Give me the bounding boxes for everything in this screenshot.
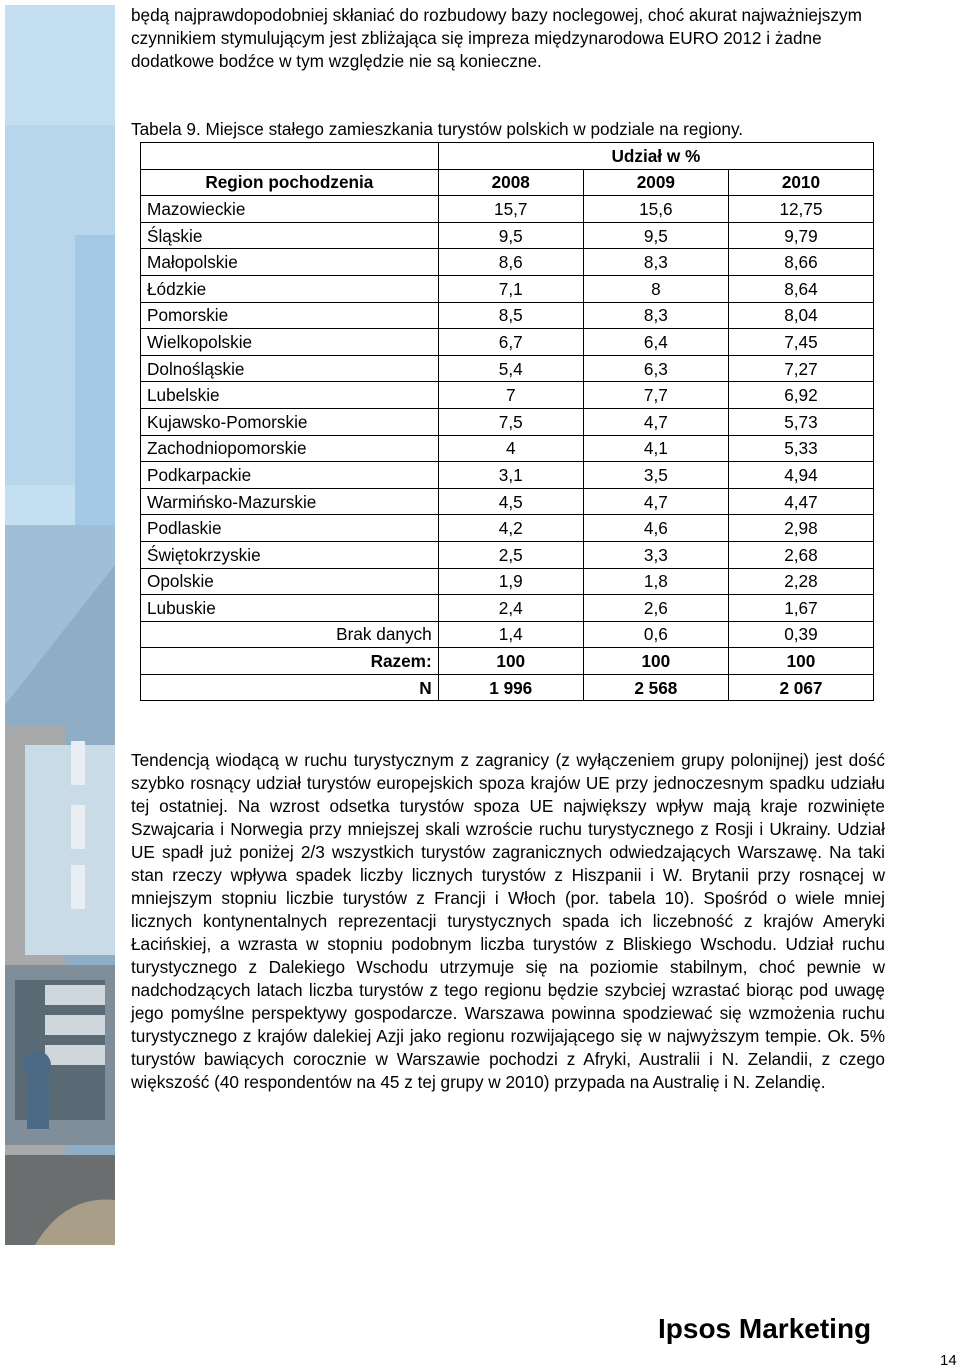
- table-row: [141, 568, 874, 595]
- table-row: [141, 355, 874, 382]
- table-row: [141, 382, 874, 409]
- row-label: Mazowieckie: [141, 196, 439, 223]
- table-cell: 7,7: [583, 382, 728, 409]
- table-cell: 0,39: [728, 621, 873, 648]
- table-cell: 7,45: [728, 329, 873, 356]
- table-cell: 2,5: [438, 541, 583, 568]
- row-label: Łódzkie: [141, 275, 439, 302]
- table-cell: 7,5: [438, 408, 583, 435]
- table-cell: 6,7: [438, 329, 583, 356]
- table-row: [141, 275, 874, 302]
- table-cell: 4,7: [583, 488, 728, 515]
- table-cell: 8,66: [728, 249, 873, 276]
- table-row: [141, 515, 874, 542]
- intro-paragraph: będą najprawdopodobniej skłaniać do rozbudowy bazy noclegowej, choć akurat najważniejszym czynnikiem stymulującym jest zbliżająca się impreza międzynarodowa EURO 2012 i żadne dodatkowe bodźce w tym względzie nie są konieczne.: [131, 5, 862, 71]
- table-cell: 4,47: [728, 488, 873, 515]
- table-cell: 15,7: [438, 196, 583, 223]
- table-cell: 4,94: [728, 462, 873, 489]
- table-row-missing: [141, 621, 874, 648]
- table-cell: 4,2: [438, 515, 583, 542]
- table-row: [141, 196, 874, 223]
- table-cell: 1 996: [438, 674, 583, 701]
- table-cell: 1,4: [438, 621, 583, 648]
- table-cell: 100: [583, 648, 728, 675]
- table-row: [141, 408, 874, 435]
- table-cell: 8,6: [438, 249, 583, 276]
- table-cell: 2 067: [728, 674, 873, 701]
- table-cell: 4: [438, 435, 583, 462]
- table-cell: 1,8: [583, 568, 728, 595]
- table-cell: 1,67: [728, 595, 873, 622]
- col-header-year: 2010: [728, 169, 873, 196]
- table-cell: 2,98: [728, 515, 873, 542]
- table-cell: 3,3: [583, 541, 728, 568]
- table-row: [141, 249, 874, 276]
- table-cell: 15,6: [583, 196, 728, 223]
- table-cell: 3,5: [583, 462, 728, 489]
- table-row: [141, 302, 874, 329]
- table-cell: 2 568: [583, 674, 728, 701]
- table-cell: 5,33: [728, 435, 873, 462]
- table-group-header-row: [141, 143, 874, 170]
- row-label: Opolskie: [141, 568, 439, 595]
- table-cell: 0,6: [583, 621, 728, 648]
- col-header-year: 2008: [438, 169, 583, 196]
- table-cell: 9,5: [438, 222, 583, 249]
- table-cell: 3,1: [438, 462, 583, 489]
- table-cell: 4,7: [583, 408, 728, 435]
- table-row-n: [141, 674, 874, 701]
- table-row-total: [141, 648, 874, 675]
- table-cell: 6,92: [728, 382, 873, 409]
- table-cell: 8,64: [728, 275, 873, 302]
- row-label: Podlaskie: [141, 515, 439, 542]
- table-caption: Tabela 9. Miejsce stałego zamieszkania turystów polskich w podziale na regiony.: [131, 119, 744, 139]
- table-cell: 4,1: [583, 435, 728, 462]
- table-row: [141, 541, 874, 568]
- row-label: Podkarpackie: [141, 462, 439, 489]
- table-cell: 6,4: [583, 329, 728, 356]
- group-header-share: Udział w %: [438, 143, 873, 170]
- table-cell: 2,6: [583, 595, 728, 622]
- table-cell: 7,27: [728, 355, 873, 382]
- table-cell: 2,28: [728, 568, 873, 595]
- region-share-table: [140, 142, 874, 701]
- table-cell: 7: [438, 382, 583, 409]
- table-cell: 2,68: [728, 541, 873, 568]
- table-cell: 9,79: [728, 222, 873, 249]
- table-cell: 100: [438, 648, 583, 675]
- table-row: [141, 462, 874, 489]
- table-cell: 4,5: [438, 488, 583, 515]
- table-row: [141, 595, 874, 622]
- table-row: [141, 488, 874, 515]
- row-label: N: [141, 674, 439, 701]
- table-cell: 8: [583, 275, 728, 302]
- row-label: Kujawsko-Pomorskie: [141, 408, 439, 435]
- col-header-region: Region pochodzenia: [141, 169, 439, 196]
- table-cell: 2,4: [438, 595, 583, 622]
- table-row: [141, 222, 874, 249]
- table-cell: 8,5: [438, 302, 583, 329]
- row-label: Lubelskie: [141, 382, 439, 409]
- row-label: Brak danych: [141, 621, 439, 648]
- row-label: Śląskie: [141, 222, 439, 249]
- table-cell: 8,3: [583, 249, 728, 276]
- row-label: Razem:: [141, 648, 439, 675]
- table-header-row: [141, 169, 874, 196]
- table-cell: 100: [728, 648, 873, 675]
- row-label: Warmińsko-Mazurskie: [141, 488, 439, 515]
- row-label: Lubuskie: [141, 595, 439, 622]
- table-cell: 4,6: [583, 515, 728, 542]
- row-label: Wielkopolskie: [141, 329, 439, 356]
- row-label: Zachodniopomorskie: [141, 435, 439, 462]
- table-row: [141, 435, 874, 462]
- table-cell: 7,1: [438, 275, 583, 302]
- table-cell: 8,04: [728, 302, 873, 329]
- row-label: Dolnośląskie: [141, 355, 439, 382]
- body-paragraph: Tendencją wiodącą w ruchu turystycznym z zagranicy (z wyłączeniem grupy polonijnej) jest dość szybko rosnący udział turystów europejskich spoza krajów UE przy jednoczesnym spadku udziału tej ostatniej. Na wzrost odsetka turystów spoza UE największy wpływ mają kraje rozwinięte Szwajcaria i Norwegia przy mniejszej skali wzroście ruchu turystycznego z Rosji i Ukrainy. Udział UE spadł już poniżej 2/3 wszystkich turystów zagranicznych odwiedzających Warszawę. Na taki stan rzeczy wpływa spadek liczby licznych turystów z Hiszpanii i W. Brytanii przy rosnącej w mniejszym stopniu liczbie turystów z Francji i Włoch (por. tabela 10). Spośród o wiele mniej licznych kontynentalnych reprezentacji turystycznych spada ich liczebność z krajów Ameryki Łacińskiej, a wzrasta w stopniu podobnym liczba turystów z Bliskiego Wschodu. Udział ruchu turystycznego z Dalekiego Wschodu utrzymuje się na poziomie stabilnym, choć pewnie w nadchodzących latach liczba turystów z tego regionu będzie szybciej wzrastać biorąc pod uwagę jego pomyślne perspektywy gospodarcze. Warszawa powinna spodziewać się wzmożenia ruchu turystycznego z krajów dalekiej Azji jako regionu rozwijającego się w najwyższym tempie. Ok. 5% turystów bawiących corocznie w Warszawie pochodzi z Afryki, Australii i N. Zelandii, z czego większość (40 respondentów na 45 z tej grupy w 2010) przypada na Australię i N. Zelandię.: [131, 750, 885, 1092]
- page-number: 14: [940, 1352, 957, 1369]
- table-cell: 12,75: [728, 196, 873, 223]
- table-cell: 5,4: [438, 355, 583, 382]
- table-cell: 1,9: [438, 568, 583, 595]
- row-label: Świętokrzyskie: [141, 541, 439, 568]
- decorative-city-illustration: [5, 5, 115, 1245]
- table-cell: 8,3: [583, 302, 728, 329]
- table-cell: 9,5: [583, 222, 728, 249]
- row-label: Małopolskie: [141, 249, 439, 276]
- brand-footer: Ipsos Marketing: [658, 1313, 872, 1344]
- table-empty-cell: [141, 143, 439, 170]
- table-cell: 6,3: [583, 355, 728, 382]
- table-row: [141, 329, 874, 356]
- row-label: Pomorskie: [141, 302, 439, 329]
- table-cell: 5,73: [728, 408, 873, 435]
- col-header-year: 2009: [583, 169, 728, 196]
